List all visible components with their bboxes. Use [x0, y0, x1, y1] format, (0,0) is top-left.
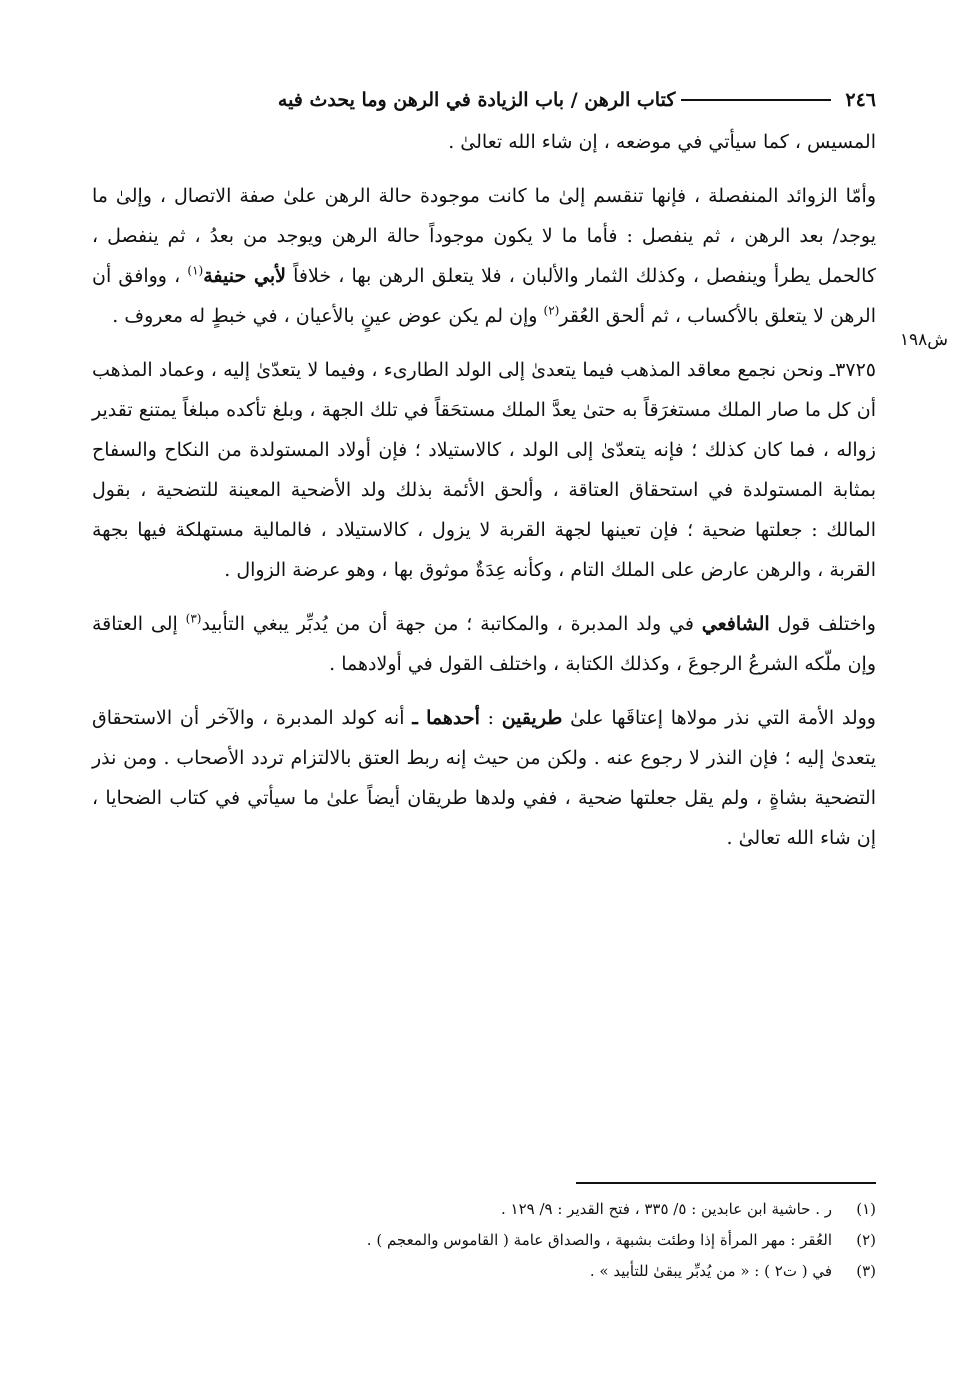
paragraph-2-continued: ، ووافق أن الرهن لا يتعلق بالأكساب ، ثم ألحق العُقر [92, 265, 876, 327]
ahaduhuma-term: أحدهما ـ [412, 707, 480, 729]
footnote-number: (٣) [856, 1262, 876, 1280]
running-header [92, 78, 876, 122]
paragraph-5-end: أنه كولد المدبرة ، والآخر أن الاستحقاق يتعدىٰ إليه ؛ فإن النذر لا رجوع عنه . ولكن من حيث إنه ربط العتق بالالتزام تردد الأصحاب . ومن نذر التضحية بشاةٍ ، ولم يقل جعلتها ضحية ، ففي ولدها طريقان أيضاً علىٰ ما سيأتي في كتاب الضحايا ، إن شاء الله تعالىٰ . [92, 707, 876, 849]
paragraph-1: المسيس ، كما سيأتي في موضعه ، إن شاء الله تعالىٰ . [448, 131, 876, 153]
footnote-2 [92, 1225, 876, 1256]
paragraph-3725: ٣٧٢٥ـ ونحن نجمع معاقد المذهب فيما يتعدىٰ إلى الولد الطارىء ، وفيما لا يتعدّىٰ إليه ، وعماد المذهب أن كل ما صار الملك مستغرَقاً به حتىٰ يعدَّ الملك مستحَقاً في تلك الجهة ، وبلغ تأكده مبلغاً يمتنع تقدير زواله ، فما كان كذلك ؛ فإنه يتعدّىٰ إلى الولد ، كالاستيلاد ؛ فإن أولاد المستولدة من النكاح والسفاح بمثابة المستولدة في استحقاق العتاقة ، وألحق الأئمة بذلك ولد الأضحية المعينة للتضحية ، بقول المالك : جعلتها ضحية ؛ فإن تعينها لجهة القربة لا يزول ، كالاستيلاد ، فالمالية مستهلكة فيها بجهة القربة ، والرهن عارض على الملك التام ، وكأنه عِدَةٌ موثوق بها ، وهو عرضة الزوال . [92, 359, 876, 581]
paragraph-5-start: وولد الأمة التي نذر مولاها إعتاقَها علىٰ [562, 707, 876, 729]
footnote-text: العُقر : مهر المرأة إذا وطئت بشبهة ، والصداق عامة ( القاموس والمعجم ) . [366, 1231, 832, 1249]
turuq-term: طريقين [501, 707, 563, 729]
footnote-ref-3: (٣) [185, 611, 202, 626]
paragraph-4 [92, 604, 876, 684]
footnote-1 [92, 1194, 876, 1225]
footnote-text: ر . حاشية ابن عابدين : ٥/ ٣٣٥ ، فتح القدير : ٩/ ١٢٩ . [500, 1200, 832, 1218]
footnote-number: (١) [856, 1200, 876, 1218]
page-number: ٢٤٦ [845, 89, 876, 111]
running-title: كتاب الرهن / باب الزيادة في الرهن وما يحدث فيه [277, 89, 676, 111]
footnote-text: في ( ت٢ ) : « من يُدبِّر يبقىٰ للتأبيد » . [589, 1262, 832, 1280]
footnote-3 [92, 1256, 876, 1287]
paragraph-2-text: وأمّا الزوائد المنفصلة ، فإنها تنقسم إلىٰ ما كانت موجودة حالة الرهن علىٰ صفة الاتصال ، وإلىٰ ما يوجد/ بعد الرهن ، ثم ينفصل : فأما ما لا يكون موجوداً حالة الرهن ويوجد من بعدُ ، ثم ينفصل ، كالحمل يطرأ وينفصل ، وكذلك الثمار والألبان ، فلا يتعلق الرهن بها ، خلافاً [92, 185, 877, 287]
abu-hanifa-name: لأبي حنيفة [203, 265, 286, 287]
page [92, 78, 948, 1280]
paragraph-4-start: واختلف قول [769, 613, 876, 635]
footnote-ref-1: (١) [187, 263, 204, 278]
margin-folio-note: ش١٩٨ [899, 330, 948, 350]
paragraph-5 [92, 698, 876, 858]
paragraph-5-colon: : [479, 707, 502, 729]
header-rule [681, 99, 831, 101]
shafii-name: الشافعي [701, 613, 770, 635]
footnote-number: (٢) [856, 1231, 876, 1249]
footnotes [92, 1194, 876, 1287]
paragraph-2-end: وإن لم يكن عوض عينٍ بالأعيان ، في خبطٍ له معروف . [112, 305, 544, 327]
paragraph-2 [92, 176, 876, 336]
footnote-ref-2: (٢) [543, 303, 560, 318]
paragraph-4-end: إلى العتاقة وإن ملّكه الشرعُ الرجوعَ ، وكذلك الكتابة ، واختلف القول في أولادهما . [92, 613, 876, 675]
footnote-separator [576, 1182, 876, 1184]
paragraph-4-mid: في ولد المدبرة ، والمكاتبة ؛ من جهة أن من يُدبِّر يبغي التأبيد [201, 613, 702, 635]
